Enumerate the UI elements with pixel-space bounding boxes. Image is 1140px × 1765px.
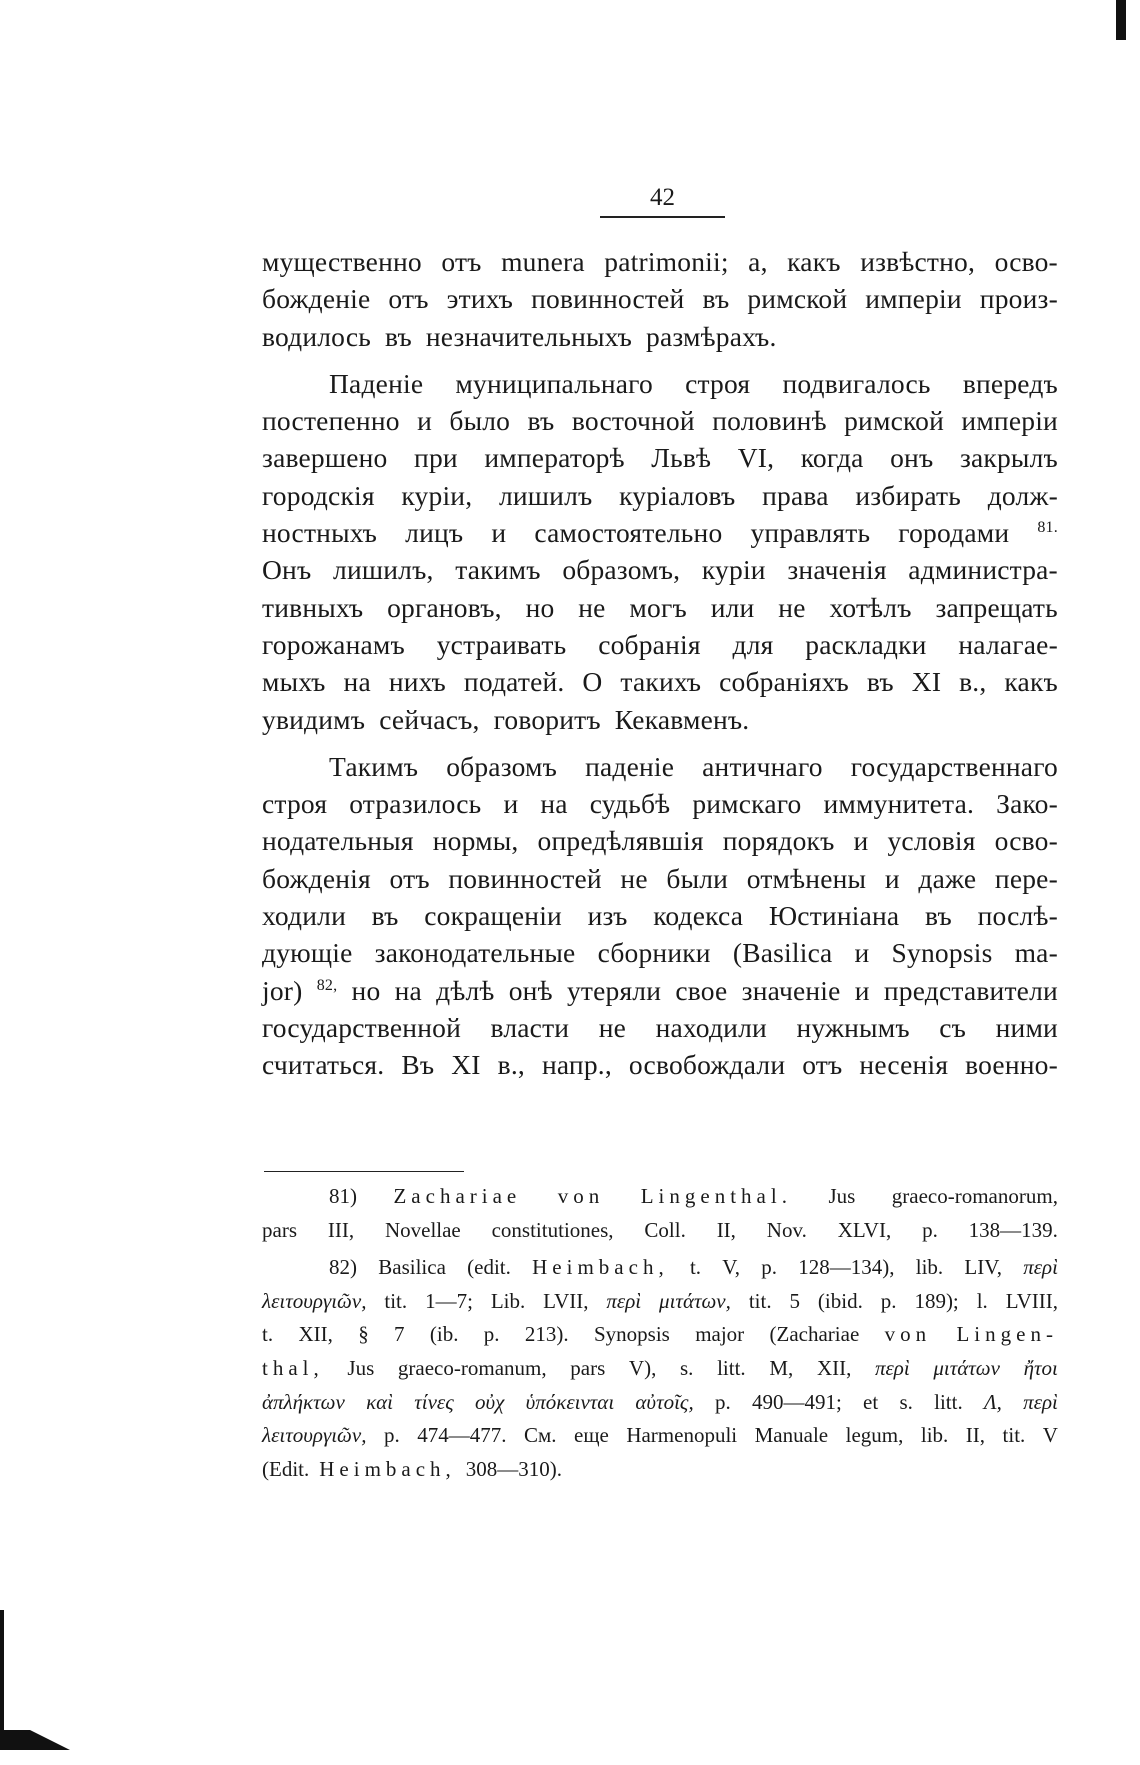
word: куріи: [701, 554, 766, 586]
word: строя: [262, 788, 328, 820]
word: увидимъ: [262, 703, 366, 735]
word: и: [417, 405, 432, 437]
text-line: [262, 280, 1058, 317]
footnote-word: ἤτοι: [1023, 1355, 1058, 1380]
word: законодательные: [374, 937, 576, 969]
page-number: 42: [650, 184, 675, 211]
word: незначительныхъ: [425, 320, 632, 352]
word: представители: [883, 974, 1058, 1006]
word: военно-: [965, 1049, 1058, 1081]
word: сейчасъ,: [379, 703, 480, 735]
text-line: [262, 663, 1058, 700]
word: считаться.: [262, 1049, 385, 1081]
word: водилось: [262, 320, 371, 352]
footnote-word: LVIII,: [1005, 1288, 1058, 1313]
footnote-82-line: [262, 1318, 1058, 1352]
word: пере-: [994, 862, 1058, 894]
word: горожанамъ: [262, 628, 405, 660]
word: но: [351, 974, 381, 1006]
footnote-word: (ib.: [429, 1322, 459, 1347]
footnote-word: graeco-romanorum,: [891, 1184, 1058, 1208]
footnote-word: Λ,: [983, 1389, 1002, 1414]
footnote-word: περὶ: [606, 1288, 642, 1313]
word: на: [394, 974, 422, 1006]
footnote-word: tit.: [748, 1288, 772, 1313]
footnote-word: XLVI,: [837, 1217, 892, 1242]
text-line: [262, 860, 1058, 897]
footnote-word: Synopsis: [593, 1322, 670, 1347]
footnote-word: V: [1042, 1423, 1058, 1448]
word: размѣрахъ.: [646, 320, 777, 352]
text-line: [262, 439, 1058, 476]
footnote-82-line: [262, 1453, 1058, 1487]
footnote-word: Lib.: [490, 1288, 526, 1313]
word: на: [343, 666, 371, 698]
word: хотѣлъ: [829, 591, 912, 623]
word: порядокъ: [722, 825, 835, 857]
word: ностныхъ: [262, 517, 378, 549]
binding-edge-shadow: [0, 1610, 70, 1750]
footnote-word: τίνες: [414, 1389, 454, 1414]
word: не: [778, 591, 806, 623]
text-line: [262, 1046, 1058, 1083]
word: императорѣ: [484, 442, 625, 474]
word: этихъ: [446, 283, 514, 315]
footnote-word: καὶ: [366, 1389, 393, 1414]
footnotes: [262, 1180, 1058, 1486]
footnote-word: constitutiones,: [491, 1217, 614, 1242]
word: въ: [527, 405, 555, 437]
text-line: [262, 701, 1058, 738]
footnote-word: 474—477.: [417, 1423, 507, 1448]
word: муниципальнаго: [455, 367, 653, 399]
footnote-word: Nov.: [766, 1217, 807, 1242]
word: такимъ: [455, 554, 541, 586]
word: податей.: [463, 666, 565, 698]
word: или: [710, 591, 755, 623]
footnote-82-line: [262, 1285, 1058, 1319]
footnote-word: XII,: [816, 1355, 852, 1380]
word: а,: [748, 246, 768, 277]
word: условія: [887, 825, 976, 857]
footnote-word: Heimbach,: [319, 1456, 456, 1481]
word: опредѣлявшія: [537, 825, 704, 857]
text-line: [262, 365, 1058, 402]
word: были: [666, 862, 729, 894]
word: не: [620, 862, 648, 894]
word: и: [853, 825, 869, 857]
footnote-word: l.: [976, 1288, 988, 1313]
footnote-word: 213).: [524, 1322, 569, 1347]
footnote-word: §: [358, 1322, 369, 1347]
footnote-word: 189);: [914, 1288, 959, 1313]
footnote-word: Lingen-: [956, 1322, 1058, 1347]
word: отмѣнены: [746, 862, 867, 894]
footnote-word: περὶ: [1023, 1255, 1058, 1280]
word: отъ: [388, 283, 429, 315]
word: античнаго: [702, 750, 823, 782]
text-line: [262, 243, 1058, 280]
word: устраивать: [436, 628, 567, 660]
word: избирать: [855, 479, 962, 511]
word: при: [414, 442, 458, 474]
word: имперіи: [961, 405, 1058, 437]
footnote-word: V),: [628, 1355, 657, 1380]
footnote-word: p.: [922, 1217, 938, 1242]
text-line: [262, 934, 1058, 971]
footnote-word: περὶ: [875, 1355, 910, 1380]
word: Synopsis: [891, 937, 993, 969]
footnote-word: 490—491;: [751, 1389, 842, 1414]
footnote-word: Jus: [828, 1184, 856, 1208]
word: тивныхъ: [262, 591, 364, 623]
text-line: [262, 551, 1058, 588]
footnote-word: Harmenopuli: [626, 1423, 738, 1448]
word: Паденіе: [329, 367, 424, 399]
footnote-word: αὐτοῖς,: [635, 1389, 694, 1414]
footnote-word: λειτουργιῶν,: [262, 1423, 367, 1448]
word: въ: [925, 900, 952, 932]
word: munera: [501, 246, 585, 277]
footnote-word: lib.: [915, 1255, 944, 1280]
footnote-word: Lingenthal.: [640, 1184, 792, 1208]
footnote-word: lib.: [920, 1423, 949, 1448]
footnote-word: V,: [722, 1255, 740, 1280]
word: нормы,: [432, 825, 519, 857]
footnote-word: 138—139.: [968, 1217, 1058, 1242]
word: Юстиніана: [768, 900, 900, 932]
word: въ: [866, 666, 894, 698]
footnote-word: Zachariae: [393, 1184, 522, 1208]
word: постепенно: [262, 405, 400, 437]
footnote-word: Basilica: [378, 1255, 446, 1280]
word: находили: [655, 1011, 767, 1043]
footnote-82-line: [262, 1419, 1058, 1453]
footnote-word: Heimbach,: [532, 1255, 669, 1280]
footnote-82-line: [262, 1386, 1058, 1420]
text-line: [262, 748, 1058, 785]
footnote-word: περὶ: [1023, 1389, 1058, 1414]
footnote-word: pars: [262, 1217, 297, 1242]
main-text: [262, 243, 1058, 1084]
footnote-reference: 81.: [1037, 519, 1058, 537]
word: patrimonii;: [604, 246, 729, 277]
footnote-word: t.: [262, 1322, 274, 1347]
word: администра-: [908, 554, 1058, 586]
footnote-82-line: [262, 1352, 1058, 1386]
word: в.,: [959, 666, 987, 698]
footnote-word: s.: [899, 1389, 913, 1414]
word: VI,: [737, 442, 775, 474]
footnote-word: p.: [383, 1423, 400, 1448]
word: в.,: [497, 1049, 525, 1081]
word: но: [525, 591, 555, 623]
top-edge-mark: [1116, 0, 1126, 40]
word: повинностей: [531, 283, 685, 315]
footnote-word: (ibid.: [817, 1288, 863, 1313]
word: сокращеніи: [424, 900, 562, 932]
word: нихъ: [388, 666, 446, 698]
word: отъ: [802, 1049, 843, 1081]
word: онъ: [890, 442, 934, 474]
word: половинѣ: [712, 405, 827, 437]
word: городами: [898, 517, 1010, 549]
word: и: [854, 937, 870, 969]
word: для: [732, 628, 774, 660]
footnote-word: von: [884, 1322, 932, 1347]
word: кодекса: [653, 900, 744, 932]
text-line: [262, 822, 1058, 859]
word: свое: [675, 974, 728, 1006]
text-line: [262, 402, 1058, 439]
word: въ: [371, 900, 399, 932]
word: съ: [939, 1011, 967, 1043]
word: и: [854, 974, 870, 1006]
word: иммунитета.: [823, 788, 975, 820]
footnote-word: II,: [716, 1217, 736, 1242]
footnote-word: tit.: [1002, 1423, 1026, 1448]
word: собранія: [598, 628, 701, 660]
footnote-word: ἀπλήκτων: [262, 1389, 345, 1414]
word: восточной: [571, 405, 695, 437]
word: римскаго: [692, 788, 802, 820]
footnote-word: von: [557, 1184, 605, 1208]
footnote-word: (edit.: [467, 1255, 511, 1280]
word: божденіе: [262, 283, 371, 315]
word: имперіи: [865, 283, 962, 315]
word: утеряли: [566, 974, 662, 1006]
word: налагае-: [958, 628, 1058, 660]
word: впередъ: [962, 367, 1058, 399]
word: и: [503, 788, 519, 820]
page-number-rule: [600, 216, 725, 218]
footnote-word: p.: [761, 1255, 777, 1280]
word: собраніяхъ: [719, 666, 849, 698]
word: осво-: [994, 246, 1058, 277]
footnote-word: major: [695, 1322, 745, 1347]
text-line: [262, 626, 1058, 663]
word: образомъ: [446, 750, 558, 782]
word: Зако-: [996, 788, 1058, 820]
footnote-word: tit.: [384, 1288, 408, 1313]
footnote-word: p.: [483, 1322, 500, 1347]
footnote-word: μιτάτων,: [659, 1288, 731, 1313]
word: изъ: [587, 900, 628, 932]
footnote-word: legum,: [845, 1423, 904, 1448]
word: значенія: [787, 554, 887, 586]
footnote-word: II,: [965, 1423, 986, 1448]
word: на: [540, 788, 568, 820]
word: права: [762, 479, 829, 511]
word: дующіе: [262, 937, 353, 969]
footnote-word: M,: [769, 1355, 794, 1380]
text-line: [262, 589, 1058, 626]
word: значеніе: [741, 974, 841, 1006]
word: Львѣ: [651, 442, 712, 474]
footnote-word: Novellae: [384, 1217, 461, 1242]
word: напр.,: [541, 1049, 612, 1081]
footnote-word: οὐχ: [474, 1389, 505, 1414]
word: мыхъ: [262, 666, 326, 698]
word: извѣстно,: [860, 246, 976, 277]
word: божденія: [262, 862, 371, 894]
text-line: [262, 318, 1058, 355]
word: куріи,: [401, 479, 473, 511]
word: О: [582, 666, 603, 698]
footnote-word: pars: [570, 1355, 606, 1380]
word: XI: [451, 1049, 481, 1081]
footnote-word: et: [863, 1389, 879, 1414]
footnote-word: t.: [689, 1255, 702, 1280]
word: Кекавменъ.: [614, 703, 750, 735]
word: нодательныя: [262, 825, 414, 857]
footnote-word: 7: [394, 1322, 405, 1347]
word: куріаловъ: [619, 479, 736, 511]
footnote-word: 128—134),: [798, 1255, 895, 1280]
text-line: [262, 972, 1058, 1009]
word: образомъ,: [562, 554, 681, 586]
word: самостоятельно: [534, 517, 723, 549]
word: завершено: [262, 442, 388, 474]
word: осво-: [994, 825, 1058, 857]
footnote-word: litt.: [934, 1389, 963, 1414]
footnote-word: 81): [329, 1184, 357, 1208]
text-line: [262, 897, 1058, 934]
footnote-word: еще: [574, 1423, 609, 1448]
word: Въ: [401, 1049, 435, 1081]
word: когда: [800, 442, 864, 474]
word: могъ: [629, 591, 687, 623]
footnote-word: (Edit.: [262, 1456, 310, 1481]
word: закрылъ: [959, 442, 1058, 474]
word: jor): [262, 974, 303, 1006]
word: произ-: [979, 283, 1058, 315]
word: Онъ: [262, 554, 312, 586]
word: послѣ-: [977, 900, 1058, 932]
footnote-word: Manuale: [754, 1423, 829, 1448]
word: ними: [995, 1011, 1058, 1043]
word: какъ: [1004, 666, 1058, 698]
word: лишилъ: [498, 479, 593, 511]
footnote-reference: 82,: [316, 976, 338, 994]
word: отъ: [389, 862, 430, 894]
word: лишилъ,: [333, 554, 434, 586]
word: (Basilica: [732, 937, 833, 969]
footnote-word: graeco-romanum,: [397, 1355, 547, 1380]
footnote-word: (Zachariae: [769, 1322, 860, 1347]
footnote-word: XII,: [298, 1322, 333, 1347]
word: въ: [384, 320, 412, 352]
word: какъ: [787, 246, 841, 277]
word: ходили: [262, 900, 347, 932]
footnote-word: ὑπόκεινται: [525, 1389, 615, 1414]
word: онѣ: [508, 974, 553, 1006]
word: не: [598, 1011, 627, 1043]
footnote-word: LVII,: [543, 1288, 589, 1313]
word: не: [578, 591, 606, 623]
footnote-word: См.: [523, 1423, 557, 1448]
word: въ: [702, 283, 730, 315]
footnote-word: λειτουργιῶν,: [262, 1288, 367, 1313]
word: римской: [747, 283, 848, 315]
footnote-word: litt.: [717, 1355, 746, 1380]
word: римской: [844, 405, 945, 437]
paragraph-gap: [262, 738, 1058, 748]
footnote-81-line: [262, 1180, 1058, 1214]
footnote-word: III,: [327, 1217, 355, 1242]
word: говоритъ: [493, 703, 601, 735]
word: сборники: [597, 937, 711, 969]
word: государственнаго: [850, 750, 1058, 782]
paragraph-gap: [262, 355, 1058, 365]
word: лицъ: [405, 517, 464, 549]
word: Такимъ: [329, 750, 419, 782]
footnote-word: 5: [789, 1288, 800, 1313]
word: государственной: [262, 1011, 461, 1043]
word: власти: [490, 1011, 570, 1043]
footnote-word: 1—7;: [425, 1288, 473, 1313]
word: отразилось: [349, 788, 482, 820]
word: и: [491, 517, 507, 549]
footnote-word: LIV,: [964, 1255, 1002, 1280]
word: такихъ: [620, 666, 702, 698]
word: раскладки: [805, 628, 927, 660]
footnote-word: μιτάτων: [933, 1355, 1000, 1380]
footnote-word: p.: [714, 1389, 731, 1414]
footnote-word: Coll.: [644, 1217, 686, 1242]
word: мущественно: [262, 246, 422, 277]
text-line: [262, 477, 1058, 514]
word: судьбѣ: [589, 788, 671, 820]
word: паденіе: [585, 750, 675, 782]
word: управлять: [750, 517, 871, 549]
word: городскія: [262, 479, 375, 511]
footnote-word: s.: [680, 1355, 694, 1380]
word: отъ: [441, 246, 482, 277]
word: даже: [918, 862, 977, 894]
footnote-word: 308—310).: [465, 1456, 563, 1481]
footnote-separator: [264, 1171, 464, 1172]
word: органовъ,: [387, 591, 502, 623]
word: XI: [911, 666, 942, 698]
footnote-word: p.: [880, 1288, 897, 1313]
word: дѣлѣ: [436, 974, 495, 1006]
word: ma-: [1014, 937, 1058, 969]
footnote-81-line: [262, 1214, 1058, 1248]
footnote-82-line: [262, 1251, 1058, 1285]
word: несенія: [859, 1049, 949, 1081]
word: освобождали: [628, 1049, 786, 1081]
word: строя: [685, 367, 751, 399]
word: нужнымъ: [796, 1011, 910, 1043]
text-line: [262, 785, 1058, 822]
word: запрещать: [935, 591, 1058, 623]
text-line: [262, 514, 1058, 551]
footnote-word: thal,: [262, 1355, 324, 1380]
footnote-word: Jus: [347, 1355, 375, 1380]
text-line: [262, 1009, 1058, 1046]
word: и: [884, 862, 900, 894]
word: долж-: [987, 479, 1058, 511]
word: повинностей: [448, 862, 602, 894]
word: подвигалось: [782, 367, 931, 399]
word: было: [449, 405, 511, 437]
footnote-word: 82): [329, 1255, 357, 1280]
